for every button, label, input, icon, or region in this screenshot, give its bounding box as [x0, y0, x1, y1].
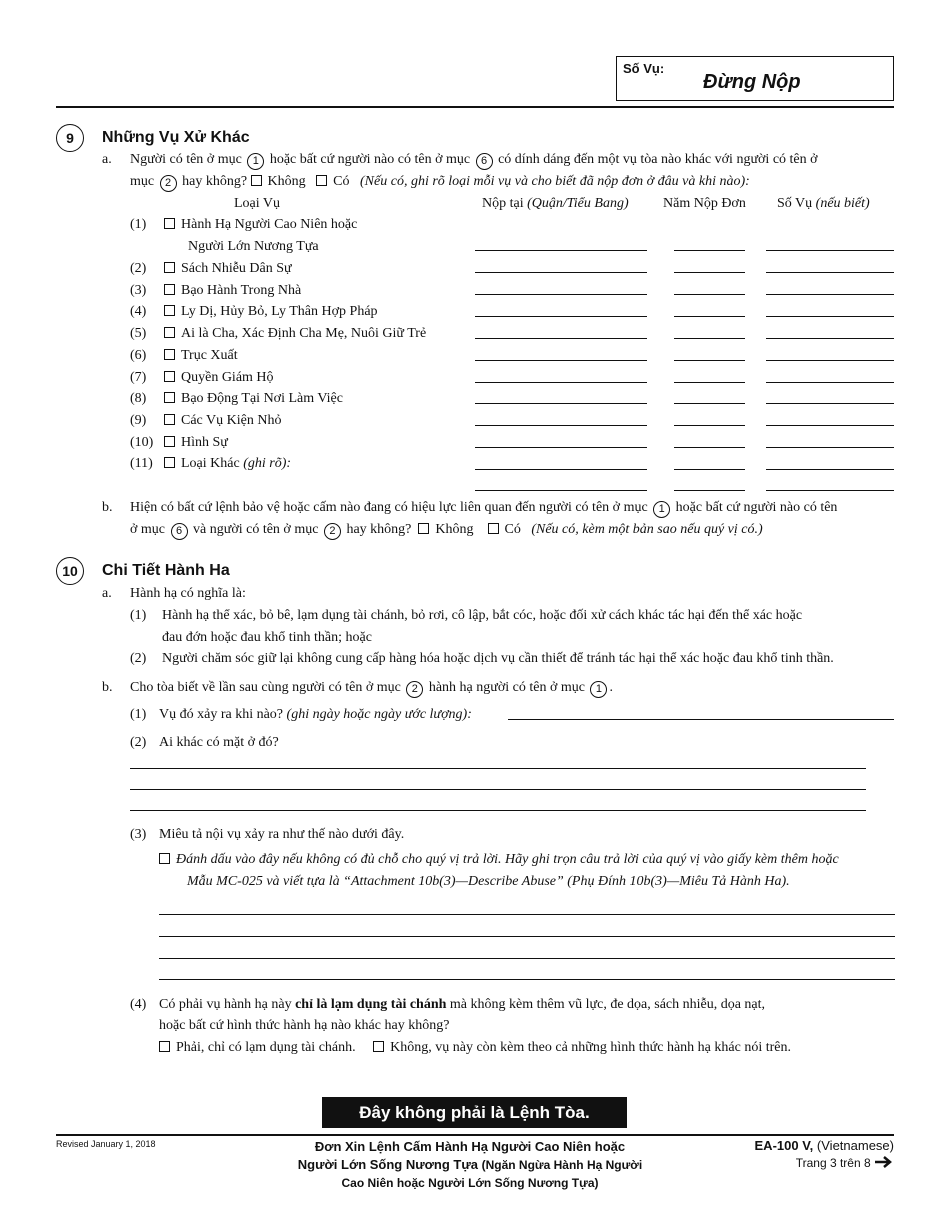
- case-row-label: Sách Nhiễu Dân Sự: [164, 260, 292, 278]
- filed-at-line[interactable]: [475, 447, 647, 448]
- case-no-line[interactable]: [766, 316, 894, 317]
- s10b3-question: Miêu tả nội vụ xảy ra như thế nào dưới đây.: [159, 827, 405, 842]
- s10b4-num: (4): [130, 997, 147, 1012]
- others-present-line[interactable]: [130, 768, 866, 769]
- col-header-type: Loại Vụ: [234, 196, 281, 211]
- others-present-line[interactable]: [130, 789, 866, 790]
- s10b3-attachment-line2: Mẫu MC-025 và viết tựa là “Attachment 10b(3)—Describe Abuse” (Phụ Đính 10b(3)—Miêu Tả Hành Ha).: [187, 874, 790, 889]
- case-no-line[interactable]: [766, 338, 894, 339]
- case-row-label: Trục Xuất: [164, 347, 238, 365]
- year-line[interactable]: [674, 360, 745, 361]
- year-line[interactable]: [674, 316, 745, 317]
- case-row-label: Bạo Động Tại Nơi Làm Việc: [164, 390, 343, 408]
- case-row-checkbox[interactable]: [164, 284, 175, 295]
- s10b4-options: Phải, chỉ có lạm dụng tài chánh. Không, vụ này còn kèm theo cả những hình thức hành hạ khác nói trên.: [159, 1039, 791, 1057]
- case-number-label: Số Vụ:: [623, 61, 665, 76]
- year-line[interactable]: [674, 382, 745, 383]
- case-row-num: (6): [130, 348, 147, 363]
- col-header-filed: Nộp tại (Quận/Tiểu Bang): [482, 196, 629, 211]
- s10a2-line1: Người chăm sóc giữ lại không cung cấp hàng hóa hoặc dịch vụ cần thiết để tránh tác hại thể xác hoặc đau khổ tinh thần.: [162, 651, 834, 666]
- case-row-checkbox[interactable]: [164, 349, 175, 360]
- describe-abuse-line[interactable]: [159, 936, 895, 937]
- s10a2-num: (2): [130, 651, 147, 666]
- case-row-label: Hình Sự: [164, 434, 228, 452]
- case-row-label: Ai là Cha, Xác Định Cha Mẹ, Nuôi Giữ Trẻ: [164, 325, 426, 343]
- header-rule: [56, 106, 894, 108]
- item-ref-circle: 2: [406, 681, 423, 698]
- item-ref-circle: 2: [324, 523, 341, 540]
- section-9-title: Những Vụ Xử Khác: [102, 129, 250, 146]
- filed-at-line[interactable]: [475, 490, 647, 491]
- case-row-num: (2): [130, 261, 147, 276]
- filed-at-line[interactable]: [475, 316, 647, 317]
- incident-date-line[interactable]: [508, 719, 894, 720]
- s9b-no-checkbox[interactable]: [418, 523, 429, 534]
- case-row-num: (8): [130, 391, 147, 406]
- case-no-line[interactable]: [766, 403, 894, 404]
- case-no-line[interactable]: [766, 272, 894, 273]
- year-line[interactable]: [674, 250, 745, 251]
- year-line[interactable]: [674, 447, 745, 448]
- case-row-checkbox[interactable]: [164, 436, 175, 447]
- case-no-line[interactable]: [766, 382, 894, 383]
- case-number-box: [616, 56, 894, 101]
- case-no-line[interactable]: [766, 294, 894, 295]
- item-ref-circle: 1: [247, 153, 264, 170]
- filed-at-line[interactable]: [475, 469, 647, 470]
- right-arrow-icon: [874, 1156, 894, 1168]
- filed-at-line[interactable]: [475, 338, 647, 339]
- attachment-checkbox[interactable]: [159, 853, 170, 864]
- filed-at-line[interactable]: [475, 250, 647, 251]
- describe-abuse-line[interactable]: [159, 979, 895, 980]
- case-number-value[interactable]: Đừng Nộp: [703, 71, 801, 93]
- footer-rule: [56, 1134, 894, 1136]
- case-row-checkbox[interactable]: [164, 327, 175, 338]
- item-ref-circle: 1: [653, 501, 670, 518]
- col-header-case: Số Vụ (nếu biết): [777, 196, 870, 211]
- page-number: Trang 3 trên 8: [680, 1156, 894, 1170]
- s10a1-num: (1): [130, 608, 147, 623]
- financial-only-yes-checkbox[interactable]: [159, 1041, 170, 1052]
- year-line[interactable]: [674, 338, 745, 339]
- case-row-label: Ly Dị, Hủy Bỏ, Ly Thân Hợp Pháp: [164, 303, 378, 321]
- filed-at-line[interactable]: [475, 425, 647, 426]
- case-row-checkbox[interactable]: [164, 305, 175, 316]
- s10b2-num: (2): [130, 735, 147, 750]
- case-row-num: (3): [130, 283, 147, 298]
- s10b3-num: (3): [130, 827, 147, 842]
- s10b2-question: Ai khác có mặt ở đó?: [159, 735, 279, 750]
- item-ref-circle: 2: [160, 175, 177, 192]
- s9b-line1: b. Hiện có bất cứ lệnh bảo vệ hoặc cấm nào đang có hiệu lực liên quan đến người có tên ở mục 1 hoặc bất cứ người nào có tên: [102, 499, 113, 517]
- describe-abuse-line[interactable]: [159, 958, 895, 959]
- case-row-label: Bạo Hành Trong Nhà: [164, 282, 301, 300]
- col-header-year: Năm Nộp Đơn: [663, 196, 746, 211]
- case-row-checkbox[interactable]: [164, 218, 175, 229]
- s10b1-question: Vụ đó xảy ra khi nào? (ghi ngày hoặc ngày ước lượng):: [159, 707, 472, 722]
- case-no-line[interactable]: [766, 360, 894, 361]
- year-line[interactable]: [674, 469, 745, 470]
- filed-at-line[interactable]: [475, 360, 647, 361]
- case-row-label: Các Vụ Kiện Nhỏ: [164, 412, 281, 430]
- case-row-label: Quyền Giám Hộ: [164, 369, 274, 387]
- item-ref-circle: 6: [171, 523, 188, 540]
- case-row-num: (4): [130, 304, 147, 319]
- s9b-line2: ở mục 6 và người có tên ở mục 2 hay không? Không Có (Nếu có, kèm một bản sao nếu quý vị có.): [130, 521, 763, 540]
- case-row-num: (11): [130, 456, 153, 471]
- s10a1-line1: Hành hạ thể xác, bỏ bê, lạm dụng tài chánh, bỏ rơi, cô lập, bắt cóc, hoặc đối xử cách khác tác hại đến thể xác hoặc: [162, 608, 803, 623]
- case-row-label: Hành Hạ Người Cao Niên hoặc: [164, 216, 357, 234]
- s10b4-line1: Có phải vụ hành hạ này chỉ là lạm dụng tài chánh mà không kèm thêm vũ lực, đe dọa, sách nhiễu, dọa nạt,: [159, 997, 766, 1012]
- year-line[interactable]: [674, 425, 745, 426]
- filed-at-line[interactable]: [475, 403, 647, 404]
- revised-date: Revised January 1, 2018: [56, 1139, 156, 1149]
- describe-abuse-line[interactable]: [159, 914, 895, 915]
- s10b1-num: (1): [130, 707, 147, 722]
- s9a-yes-checkbox[interactable]: [316, 175, 327, 186]
- filed-at-line[interactable]: [475, 272, 647, 273]
- case-row-num: (5): [130, 326, 147, 341]
- financial-only-no-checkbox[interactable]: [373, 1041, 384, 1052]
- section-10-title: Chi Tiết Hành Ha: [102, 562, 230, 579]
- case-row-num: (9): [130, 413, 147, 428]
- case-row-num: (10): [130, 435, 154, 450]
- filed-at-line[interactable]: [475, 382, 647, 383]
- year-line[interactable]: [674, 403, 745, 404]
- case-row-label-cont: Người Lớn Nương Tựa: [188, 239, 319, 254]
- year-line[interactable]: [674, 272, 745, 273]
- case-row-checkbox[interactable]: [164, 371, 175, 382]
- section-10-number: 10: [56, 557, 84, 585]
- case-no-line[interactable]: [766, 447, 894, 448]
- s9a-line1: a. Người có tên ở mục 1 hoặc bất cứ người nào có tên ở mục 6 có dính dáng đến một vụ tòa nào khác với người có tên ở: [102, 151, 112, 169]
- form-id: EA-100 V, (Vietnamese): [754, 1138, 894, 1153]
- case-row-checkbox[interactable]: [164, 392, 175, 403]
- s10a-intro: a. Hành hạ có nghĩa là:: [102, 586, 246, 601]
- item-ref-circle: 6: [476, 153, 493, 170]
- section-9-number: 9: [56, 124, 84, 152]
- s10b4-line2: hoặc bất cứ hình thức hành hạ nào khác hay không?: [159, 1018, 450, 1033]
- s9a-no-checkbox[interactable]: [251, 175, 262, 186]
- case-row-checkbox[interactable]: [164, 414, 175, 425]
- filed-at-line[interactable]: [475, 294, 647, 295]
- year-line[interactable]: [674, 294, 745, 295]
- s10b-line: b. Cho tòa biết về lần sau cùng người có tên ở mục 2 hành hạ người có tên ở mục 1 .: [102, 679, 113, 697]
- case-row-checkbox[interactable]: [164, 262, 175, 273]
- s10a1-line2: đau đớn hoặc đau khổ tinh thần; hoặc: [162, 630, 372, 645]
- case-row-label: Loại Khác (ghi rõ):: [164, 455, 291, 473]
- case-row-num: (7): [130, 370, 147, 385]
- case-no-line[interactable]: [766, 490, 894, 491]
- case-row-checkbox[interactable]: [164, 457, 175, 468]
- case-no-line[interactable]: [766, 250, 894, 251]
- others-present-line[interactable]: [130, 810, 866, 811]
- s10b3-attachment-check: Đánh dấu vào đây nếu không có đủ chỗ cho quý vị trả lời. Hãy ghi trọn câu trả lời của quý vị vào giấy kèm thêm hoặc: [159, 851, 839, 869]
- item-ref-circle: 1: [590, 681, 607, 698]
- year-line[interactable]: [674, 490, 745, 491]
- not-court-order-banner: Đây không phải là Lệnh Tòa.: [322, 1097, 627, 1128]
- case-no-line[interactable]: [766, 425, 894, 426]
- s9a-line2: mục 2 hay không? Không Có (Nếu có, ghi rõ loại mỗi vụ và cho biết đã nộp đơn ở đâu và khi nào):: [130, 173, 750, 192]
- case-no-line[interactable]: [766, 469, 894, 470]
- footer-form-title: Đơn Xin Lệnh Cấm Hành Hạ Người Cao Niên hoặc Người Lớn Sống Nương Tựa (Ngăn Ngừa Hành Hạ Người Cao Niên hoặc Người Lớn Sống Nương Tựa): [297, 1139, 643, 1190]
- s9b-yes-checkbox[interactable]: [488, 523, 499, 534]
- case-row-num: (1): [130, 217, 147, 232]
